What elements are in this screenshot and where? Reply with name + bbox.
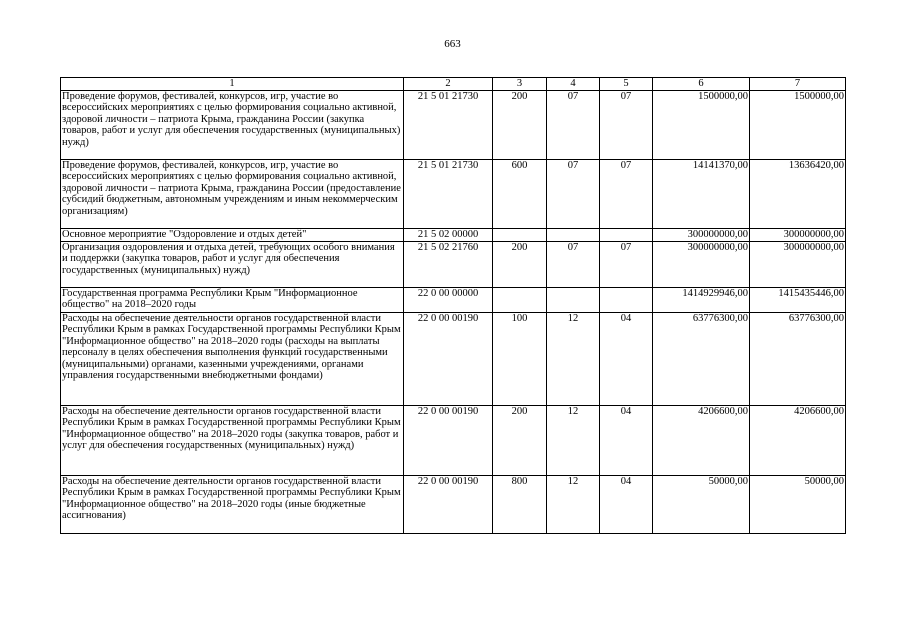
amount-year-1: 50000,00 [653, 476, 750, 534]
table-row [61, 160, 846, 229]
amount-year-1: 1500000,00 [653, 91, 750, 160]
target-code: 21 5 02 00000 [404, 229, 493, 242]
expense-name: Расходы на обеспечение деятельности органов государственной власти Республики Крым в рамках Государственной программы Республики Крым "Информационное общество" на 2018–2020 годы (иные бюджетные ассигнования) [61, 476, 404, 534]
amount-year-1: 300000000,00 [653, 229, 750, 242]
expense-type-code: 200 [493, 91, 547, 160]
expense-type-code: 200 [493, 242, 547, 288]
table-row [61, 91, 846, 160]
section-code: 12 [547, 406, 600, 476]
section-code: 07 [547, 242, 600, 288]
subsection-code [600, 288, 653, 313]
section-code: 12 [547, 313, 600, 406]
amount-year-2: 50000,00 [750, 476, 846, 534]
section-code [547, 288, 600, 313]
column-header: 3 [493, 78, 547, 91]
table-row [61, 242, 846, 288]
subsection-code: 04 [600, 406, 653, 476]
expense-type-code [493, 229, 547, 242]
column-header: 7 [750, 78, 846, 91]
column-number-row [61, 78, 846, 91]
amount-year-1: 4206600,00 [653, 406, 750, 476]
target-code: 22 0 00 00190 [404, 313, 493, 406]
subsection-code: 07 [600, 160, 653, 229]
column-header: 6 [653, 78, 750, 91]
target-code: 21 5 01 21730 [404, 91, 493, 160]
column-header: 5 [600, 78, 653, 91]
expense-type-code: 800 [493, 476, 547, 534]
amount-year-2: 300000000,00 [750, 229, 846, 242]
table-row [61, 476, 846, 534]
expense-type-code: 200 [493, 406, 547, 476]
amount-year-2: 1415435446,00 [750, 288, 846, 313]
expense-name: Расходы на обеспечение деятельности органов государственной власти Республики Крым в рамках Государственной программы Республики Крым "Информационное общество" на 2018–2020 годы (расходы на выплаты персоналу в целях обеспечения выполнения функций государственными (муниципальными) органами, казенными учреждениями, органами управления государственными внебюджетными фондами) [61, 313, 404, 406]
section-code [547, 229, 600, 242]
expense-name: Организация оздоровления и отдыха детей, требующих особого внимания и поддержки (закупка товаров, работ и услуг для обеспечения государственных (муниципальных) нужд) [61, 242, 404, 288]
target-code: 22 0 00 00190 [404, 476, 493, 534]
subsection-code: 04 [600, 476, 653, 534]
subsection-code: 04 [600, 313, 653, 406]
page-number: 663 [444, 38, 461, 50]
table-row [61, 406, 846, 476]
amount-year-2: 4206600,00 [750, 406, 846, 476]
column-header: 1 [61, 78, 404, 91]
expense-name: Основное мероприятие "Оздоровление и отдых детей" [61, 229, 404, 242]
column-header: 2 [404, 78, 493, 91]
amount-year-2: 13636420,00 [750, 160, 846, 229]
table-row [61, 288, 846, 313]
target-code: 21 5 02 21760 [404, 242, 493, 288]
expense-name: Государственная программа Республики Крым "Информационное общество" на 2018–2020 годы [61, 288, 404, 313]
expense-name: Расходы на обеспечение деятельности органов государственной власти Республики Крым в рамках Государственной программы Республики Крым "Информационное общество" на 2018–2020 годы (закупка товаров, работ и услуг для обеспечения государственных (муниципальных) нужд) [61, 406, 404, 476]
column-header: 4 [547, 78, 600, 91]
amount-year-1: 300000000,00 [653, 242, 750, 288]
section-code: 07 [547, 160, 600, 229]
amount-year-2: 63776300,00 [750, 313, 846, 406]
amount-year-2: 300000000,00 [750, 242, 846, 288]
amount-year-1: 1414929946,00 [653, 288, 750, 313]
amount-year-1: 14141370,00 [653, 160, 750, 229]
expense-type-code [493, 288, 547, 313]
target-code: 21 5 01 21730 [404, 160, 493, 229]
section-code: 12 [547, 476, 600, 534]
target-code: 22 0 00 00190 [404, 406, 493, 476]
table-row [61, 229, 846, 242]
table-row [61, 313, 846, 406]
subsection-code [600, 229, 653, 242]
section-code: 07 [547, 91, 600, 160]
subsection-code: 07 [600, 242, 653, 288]
target-code: 22 0 00 00000 [404, 288, 493, 313]
budget-table [60, 77, 846, 534]
expense-type-code: 600 [493, 160, 547, 229]
amount-year-1: 63776300,00 [653, 313, 750, 406]
expense-name: Проведение форумов, фестивалей, конкурсов, игр, участие во всероссийских мероприятиях с целью формирования социально активной, здоровой личности – патриота Крыма, гражданина России (предоставление субсидий бюджетным, автономным учреждениям и иным некоммерческим организациям) [61, 160, 404, 229]
amount-year-2: 1500000,00 [750, 91, 846, 160]
subsection-code: 07 [600, 91, 653, 160]
expense-type-code: 100 [493, 313, 547, 406]
expense-name: Проведение форумов, фестивалей, конкурсов, игр, участие во всероссийских мероприятиях с целью формирования социально активной, здоровой личности – патриота Крыма, гражданина России (закупка товаров, работ и услуг для обеспечения государственных (муниципальных) нужд) [61, 91, 404, 160]
